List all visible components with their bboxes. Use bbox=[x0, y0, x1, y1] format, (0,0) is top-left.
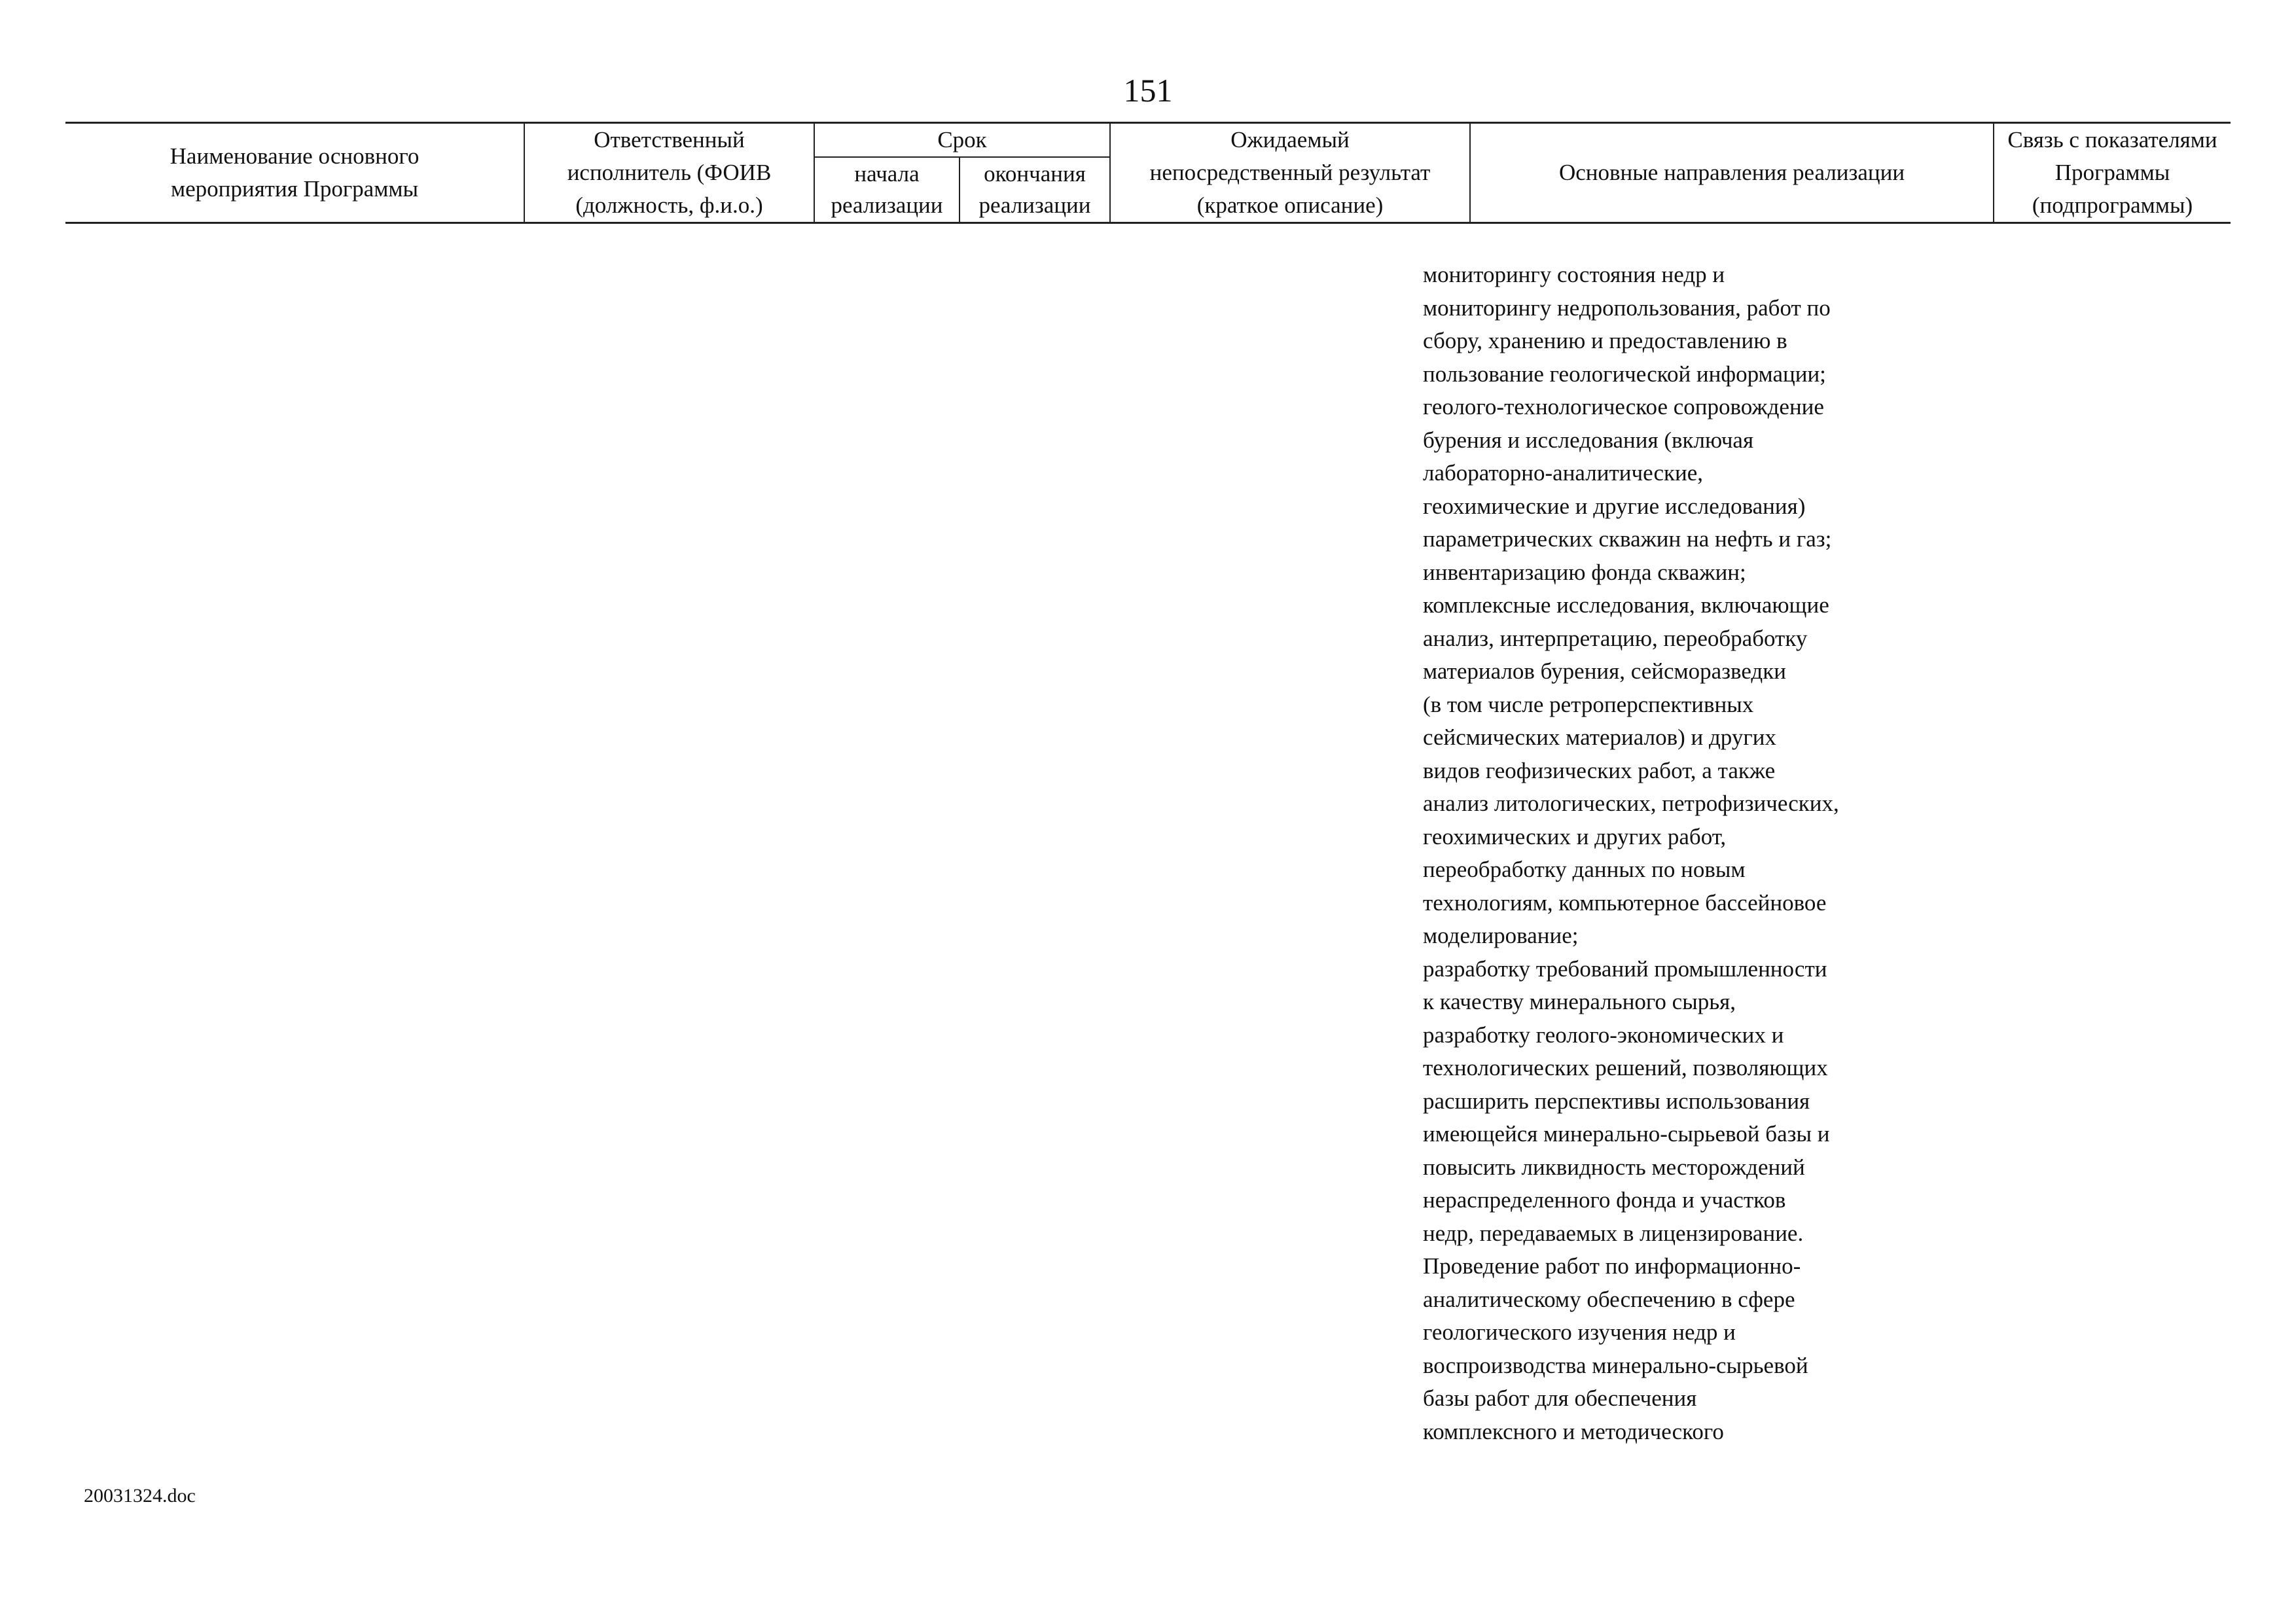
column-header-responsible bbox=[524, 123, 814, 223]
text-line: технологиям, компьютерное бассейновое bbox=[1423, 889, 1827, 916]
text-line: пользование геологической информации; bbox=[1423, 361, 1826, 387]
text-line: разработку геолого-экономических и bbox=[1423, 1022, 1784, 1048]
text-line: видов геофизических работ, а также bbox=[1423, 757, 1776, 783]
text-line: (в том числе ретроперспективных bbox=[1423, 691, 1754, 717]
page-number: 151 bbox=[1123, 72, 1173, 109]
column-header-result-line1: Ожидаемый bbox=[1230, 127, 1350, 152]
text-line: нераспределенного фонда и участков bbox=[1423, 1187, 1786, 1213]
directions-text bbox=[1423, 259, 1946, 1448]
column-header-term-end-line2: реализации bbox=[978, 192, 1091, 218]
column-header-responsible-line2: исполнитель (ФОИВ bbox=[567, 160, 772, 185]
column-header-name-line2: мероприятия Программы bbox=[170, 176, 419, 202]
text-line: геохимические и другие исследования) bbox=[1423, 493, 1806, 519]
text-line: базы работ для обеспечения bbox=[1423, 1385, 1697, 1411]
text-line: сейсмических материалов) и других bbox=[1423, 724, 1776, 750]
text-line: сбору, хранению и предоставлению в bbox=[1423, 328, 1787, 353]
text-line: комплексные исследования, включающие bbox=[1423, 592, 1829, 618]
text-line: комплексного и методического bbox=[1423, 1418, 1724, 1444]
column-header-term-end-line1: окончания bbox=[984, 161, 1086, 187]
text-line: аналитическому обеспечению в сфере bbox=[1423, 1286, 1795, 1312]
table-header bbox=[65, 122, 2231, 224]
text-line: Проведение работ по информационно- bbox=[1423, 1253, 1801, 1279]
column-header-result bbox=[1110, 123, 1470, 223]
text-line: анализ литологических, петрофизических, bbox=[1423, 791, 1839, 816]
text-line: материалов бурения, сейсморазведки bbox=[1423, 658, 1786, 684]
text-line: воспроизводства минерально-сырьевой bbox=[1423, 1352, 1808, 1378]
text-line: переобработку данных по новым bbox=[1423, 857, 1746, 882]
column-header-link bbox=[1994, 123, 2231, 223]
text-line: геологического изучения недр и bbox=[1423, 1319, 1736, 1345]
text-line: расширить перспективы использования bbox=[1423, 1088, 1810, 1114]
column-header-directions: Основные направления реализации bbox=[1470, 123, 1994, 223]
text-line: недр, передаваемых в лицензирование. bbox=[1423, 1220, 1804, 1246]
column-header-link-line3: (подпрограммы) bbox=[2032, 192, 2193, 218]
column-header-term: Срок bbox=[814, 123, 1110, 158]
column-header-name bbox=[65, 123, 524, 223]
text-line: геохимических и других работ, bbox=[1423, 823, 1727, 849]
text-line: к качеству минерального сырья, bbox=[1423, 989, 1736, 1014]
column-header-result-line2: непосредственный результат bbox=[1149, 160, 1431, 185]
column-header-term-end bbox=[960, 157, 1110, 223]
column-header-term-start-line2: реализации bbox=[831, 192, 943, 218]
column-header-term-start bbox=[814, 157, 960, 223]
text-line: мониторингу состояния недр и bbox=[1423, 262, 1725, 287]
text-line: разработку требований промышленности bbox=[1423, 955, 1827, 982]
text-line: бурения и исследования (включая bbox=[1423, 427, 1754, 453]
column-header-result-line3: (краткое описание) bbox=[1196, 192, 1384, 218]
text-line: геолого-технологическое сопровождение bbox=[1423, 394, 1824, 419]
text-line: моделирование; bbox=[1423, 923, 1579, 948]
column-header-link-line2: Программы bbox=[2054, 160, 2170, 185]
text-line: мониторингу недропользования, работ по bbox=[1423, 294, 1831, 321]
text-line: инвентаризацию фонда скважин; bbox=[1423, 559, 1746, 585]
text-line: анализ, интерпретацию, переобработку bbox=[1423, 625, 1808, 651]
document-filename: 20031324.doc bbox=[84, 1485, 196, 1507]
column-header-name-line1: Наименование основного bbox=[170, 143, 420, 169]
text-line: технологических решений, позволяющих bbox=[1423, 1055, 1828, 1080]
column-header-link-line1: Связь с показателями bbox=[2007, 127, 2217, 152]
column-header-responsible-line1: Ответственный bbox=[594, 127, 745, 152]
column-header-term-start-line1: начала bbox=[854, 161, 920, 187]
text-line: параметрических скважин на нефть и газ; bbox=[1423, 526, 1832, 552]
text-line: лабораторно-аналитические, bbox=[1423, 460, 1704, 486]
text-line: повысить ликвидность месторождений bbox=[1423, 1154, 1805, 1180]
text-line: имеющейся минерально-сырьевой базы и bbox=[1423, 1121, 1830, 1147]
column-header-responsible-line3: (должность, ф.и.о.) bbox=[575, 192, 763, 218]
